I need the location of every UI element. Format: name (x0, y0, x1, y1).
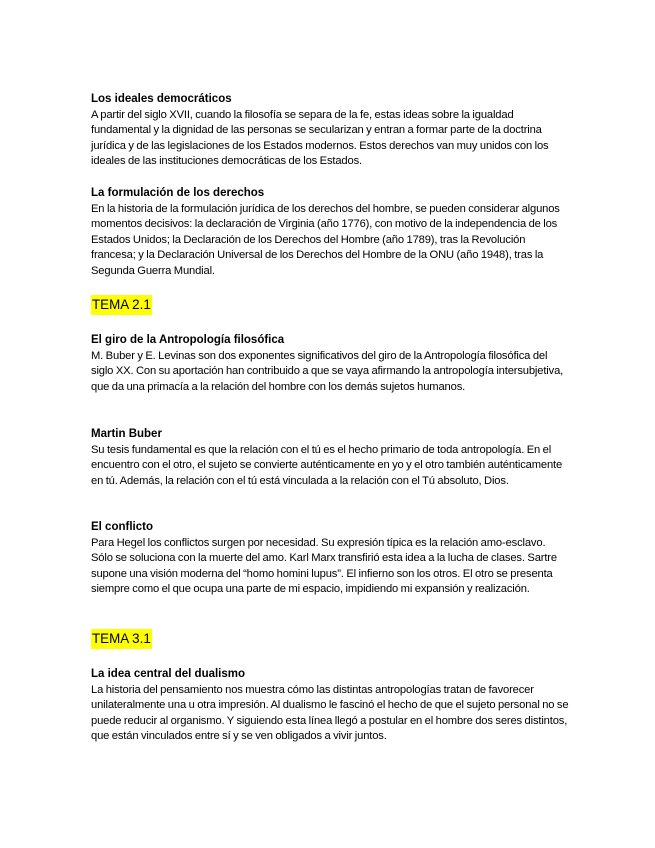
section-martin-buber (91, 427, 569, 489)
section-heading: La idea central del dualismo (91, 668, 246, 680)
section-el-conflicto (91, 520, 569, 598)
section-heading: El giro de la Antropología filosófica (91, 334, 285, 346)
section-idea-dualismo (91, 667, 569, 745)
section-body: A partir del siglo XVII, cuando la filosofía se separa de la fe, estas ideas sobre la igualdad fundamental y la dignidad de las personas se secularizan y entran a formar parte de la doctrina jurídica y de las legislaciones de los Estados modernos. Estos derechos van muy unidos con los ideales de las instituciones democráticas de los Estados. (91, 108, 549, 168)
section-heading: Martin Buber (91, 428, 162, 440)
section-heading: Los ideales democráticos (91, 93, 232, 105)
section-giro-antropologia (91, 333, 569, 395)
tema-heading: TEMA 2.1 (91, 295, 152, 315)
tema-heading: TEMA 3.1 (91, 629, 152, 649)
section-body: M. Buber y E. Levinas son dos exponentes significativos del giro de la Antropología filosófica del siglo XX. Con su aportación han contribuido a que se vaya afirmando la antropología intersubjetiva, que da una primacía a la relación del hombre con los demás sujetos humanos. (91, 349, 564, 393)
section-formulacion-derechos (91, 186, 569, 280)
section-heading: El conflicto (91, 521, 153, 533)
section-body: En la historia de la formulación jurídica de los derechos del hombre, se pueden considerar algunos momentos decisivos: la declaración de Virginia (año 1776), con motivo de la independencia de los Estados Unidos; la Declaración de los Derechos del Hombre (año 1789), tras la Revolución francesa; y la Declaración Universal de los Derechos del Hombre de la ONU (año 1948), tras la Segunda Guerra Mundial. (91, 202, 560, 277)
section-heading: La formulación de los derechos (91, 187, 265, 199)
section-body: Para Hegel los conflictos surgen por necesidad. Su expresión típica es la relación amo-esclavo. Sólo se soluciona con la muerte del amo. Karl Marx transfirió esta idea a la lucha de clases. Sartre supone una visión moderna del “homo homini lupus”. El infierno son los otros. El otro se presenta siempre como el que ocupa una parte de mi espacio, impidiendo mi expansión y realización. (91, 536, 557, 596)
section-body: La historia del pensamiento nos muestra cómo las distintas antropologías tratan de favorecer unilateralmente una u otra impresión. Al dualismo le fascinó el hecho de que el sujeto personal no se puede reducir al organismo. Y siguiendo esta línea llegó a postular en el hombre dos seres distintos, que están vinculados entre sí y se ven obligados a vivir juntos. (91, 683, 569, 743)
section-body: Su tesis fundamental es que la relación con el tú es el hecho primario de toda antropología. En el encuentro con el otro, el sujeto se convierte auténticamente en yo y el otro también auténticamente en tú. Además, la relación con el tú está vinculada a la relación con el Tú absoluto, Dios. (91, 443, 563, 487)
section-ideales-democraticos (91, 92, 569, 170)
